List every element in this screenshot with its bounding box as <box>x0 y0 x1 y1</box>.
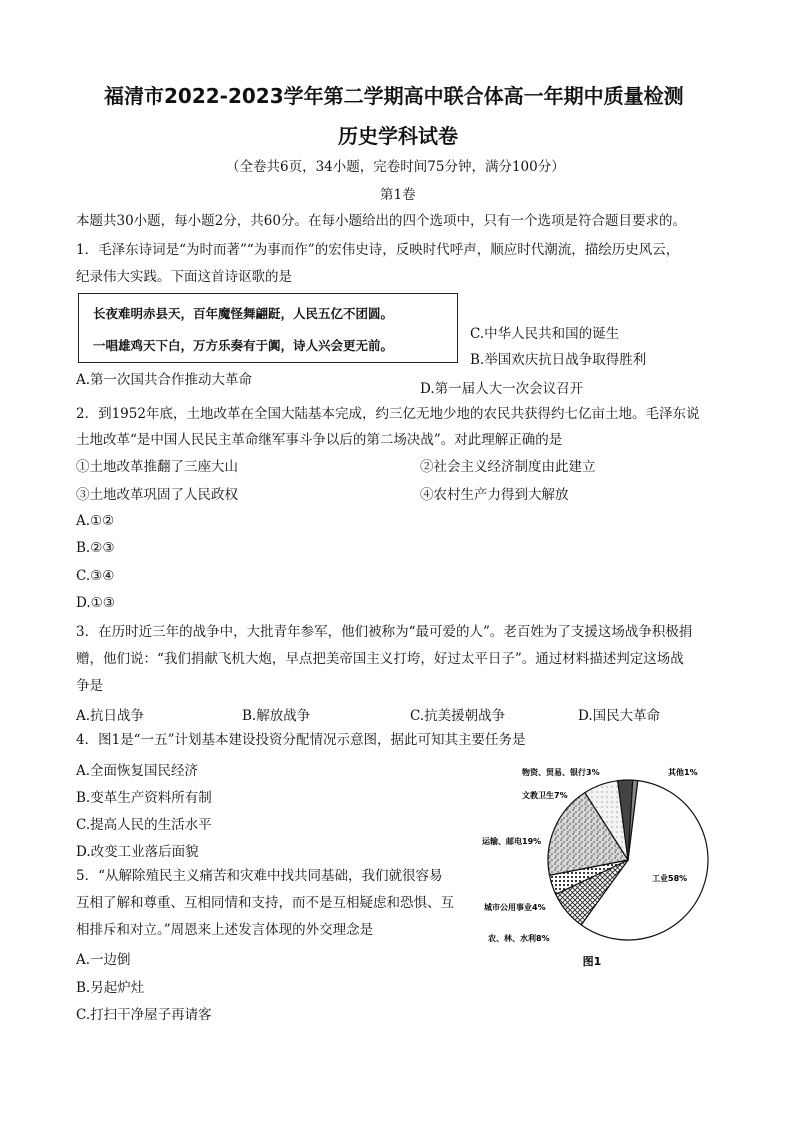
q4-stem: 4．图1是“一五”计划基本建设投资分配情况示意图，据此可知其主要任务是 <box>76 732 526 748</box>
pie-label-other: 其他1% <box>668 768 698 777</box>
pie-label-trade-bank: 物资、贸易、银行3% <box>522 768 600 777</box>
q3-option-c[interactable]: C.抗美援朝战争 <box>410 708 506 724</box>
investment-pie-chart <box>470 755 730 975</box>
exam-note: （全卷共6页，34小题，完卷时间75分钟，满分100分） <box>226 159 565 175</box>
q1-stem-line2: 纪录伟大实践。下面这首诗讴歌的是 <box>76 269 292 285</box>
q5-stem-line1: 5．“从解除殖民主义痛苦和灾难中找共同基础，我们就很容易 <box>76 868 443 884</box>
q5-stem-line2: 互相了解和尊重、互相同情和支持，而不是互相疑虑和恐惧、互 <box>76 895 454 911</box>
q3-stem-line1: 3．在历时近三年的战争中，大批青年参军，他们被称为“最可爱的人”。老百姓为了支援这场战争积极捐 <box>76 624 693 640</box>
pie-label-culture-health: 文教卫生7% <box>522 791 568 800</box>
q5-stem-line3: 相排斥和对立。”周恩来上述发言体现的外交理念是 <box>76 922 374 938</box>
pie-label-urban-utilities: 城市公用事业4% <box>484 903 546 912</box>
q3-option-d[interactable]: D.国民大革命 <box>578 708 661 724</box>
q1-poem-line2: 一唱雄鸡天下白，万方乐奏有于阗，诗人兴会更无前。 <box>93 338 394 353</box>
q2-item-2: ②社会主义经济制度由此建立 <box>420 459 596 475</box>
exam-title: 福清市2022-2023学年第二学期高中联合体高一年期中质量检测 <box>104 84 684 108</box>
q3-option-b[interactable]: B.解放战争 <box>242 708 311 724</box>
q4-option-a[interactable]: A.全面恢复国民经济 <box>76 763 199 779</box>
q2-item-1: ①土地改革推翻了三座大山 <box>76 459 238 475</box>
q1-option-b[interactable]: B.举国欢庆抗日战争取得胜利 <box>470 352 647 368</box>
q4-option-d[interactable]: D.改变工业落后面貌 <box>76 844 199 860</box>
instruction: 本题共30小题，每小题2分，共60分。在每小题给出的四个选项中，只有一个选项是符合题目要求的。 <box>76 213 686 229</box>
pie-label-transport: 运输、邮电19% <box>482 837 542 846</box>
q1-option-a[interactable]: A.第一次国共合作推动大革命 <box>76 372 253 388</box>
q1-option-c[interactable]: C.中华人民共和国的诞生 <box>470 326 620 342</box>
q5-option-c[interactable]: C.打扫干净屋子再请客 <box>76 1007 212 1023</box>
pie-label-agriculture: 农、林、水利8% <box>488 934 550 943</box>
q4-option-b[interactable]: B.变革生产资料所有制 <box>76 790 212 806</box>
q2-item-4: ④农村生产力得到大解放 <box>420 487 569 503</box>
q5-option-a[interactable]: A.一边倒 <box>76 952 131 968</box>
volume-label: 第1卷 <box>380 187 416 203</box>
pie-label-industry: 工业58% <box>652 874 688 883</box>
subject-title: 历史学科试卷 <box>338 124 458 148</box>
q2-stem-line1: 2．到1952年底，土地改革在全国大陆基本完成，约三亿无地少地的农民共获得约七亿亩土地。毛泽东说 <box>76 406 700 422</box>
q1-stem-line1: 1．毛泽东诗词是“为时而著”“为事而作”的宏伟史诗，反映时代呼声，顺应时代潮流，描绘历史风云， <box>76 242 680 258</box>
q3-option-a[interactable]: A.抗日战争 <box>76 708 145 724</box>
q3-stem-line2: 赠，他们说：“我们捐献飞机大炮，早点把美帝国主义打垮，好过太平日子”。通过材料描述判定这场战 <box>76 651 684 667</box>
q1-poem-box <box>78 293 458 363</box>
q5-option-b[interactable]: B.另起炉灶 <box>76 980 145 996</box>
q2-option-a[interactable]: A.①② <box>76 513 115 529</box>
q2-option-d[interactable]: D.①③ <box>76 595 115 611</box>
q1-option-d[interactable]: D.第一届人大一次会议召开 <box>420 381 584 397</box>
q2-option-b[interactable]: B.②③ <box>76 540 115 556</box>
q2-option-c[interactable]: C.③④ <box>76 568 115 584</box>
q1-poem-line1: 长夜难明赤县天，百年魔怪舞翩跹，人民五亿不团圆。 <box>93 306 394 321</box>
q4-option-c[interactable]: C.提高人民的生活水平 <box>76 817 212 833</box>
q2-stem-line2: 土地改革“是中国人民民主革命继军事斗争以后的第二场决战”。对此理解正确的是 <box>76 432 563 448</box>
chart-title: 图1 <box>582 955 602 968</box>
q3-stem-line3: 争是 <box>76 678 103 694</box>
q2-item-3: ③土地改革巩固了人民政权 <box>76 487 238 503</box>
